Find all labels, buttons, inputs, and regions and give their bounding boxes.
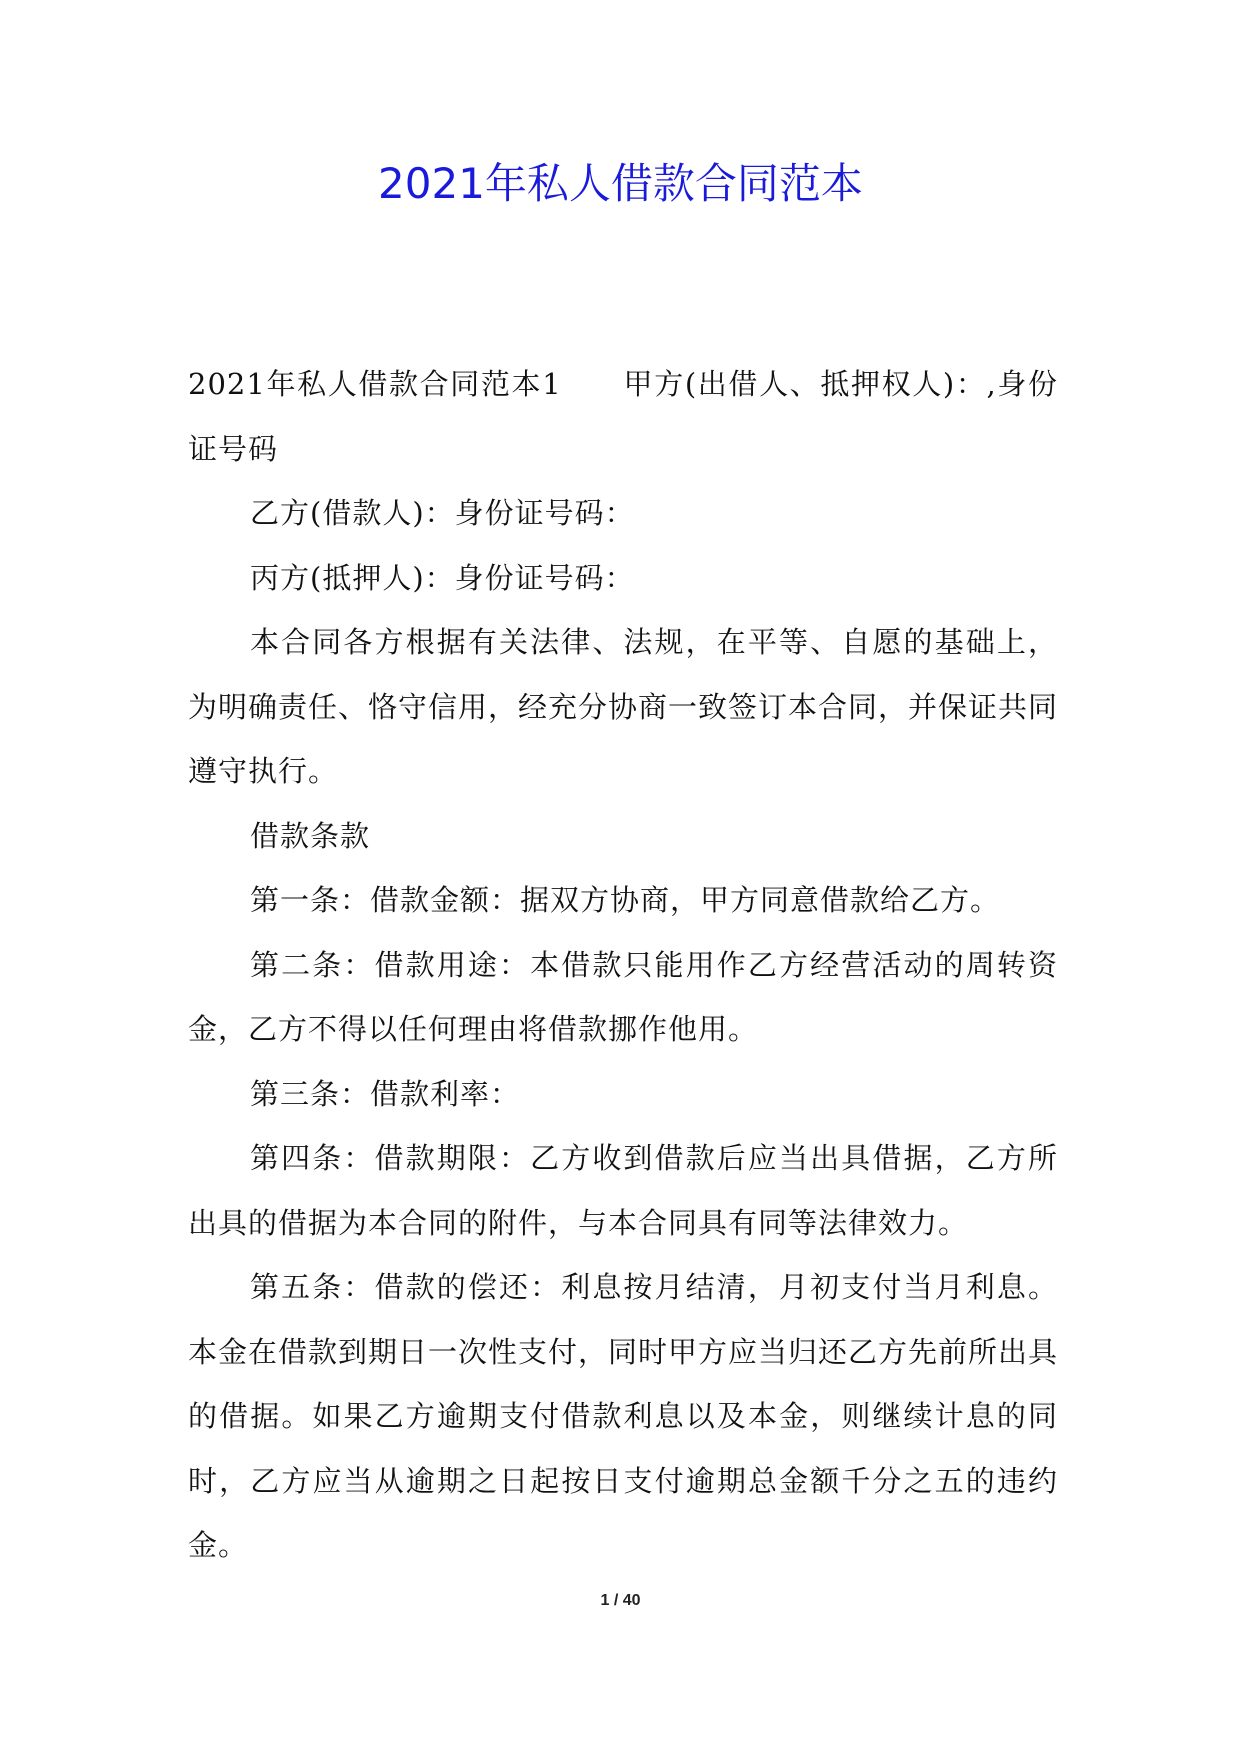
party-a-paragraph: 2021年私人借款合同范本1 甲方(出借人、抵押权人)：,身份证号码 (188, 367, 1058, 466)
article-3-paragraph: 第三条：借款利率： (250, 1076, 521, 1111)
document-title: 2021年私人借款合同范本 (378, 159, 863, 208)
article-1-paragraph: 第一条：借款金额：据双方协商，甲方同意借款给乙方。 (250, 883, 1001, 917)
preamble-paragraph: 本合同各方根据有关法律、法规，在平等、自愿的基础上，为明确责任、恪守信用，经充分协商一致签订本合同，并保证共同遵守执行。 (188, 625, 1059, 788)
party-c-paragraph: 丙方(抵押人)：身份证号码： (250, 560, 635, 595)
page-number: 1 / 40 (600, 1592, 641, 1609)
document-body (188, 352, 1058, 1578)
article-4-paragraph: 第四条：借款期限：乙方收到借款后应当出具借据，乙方所出具的借据为本合同的附件，与本合同具有同等法律效力。 (188, 1141, 1058, 1240)
party-b-paragraph: 乙方(借款人)：身份证号码： (250, 496, 635, 530)
article-5-paragraph: 第五条：借款的偿还：利息按月结清，月初支付当月利息。本金在借款到期日一次性支付，同时甲方应当归还乙方先前所出具的借据。如果乙方逾期支付借款利息以及本金，则继续计息的同时，乙方应当从逾期之日起按日支付逾期总金额千分之五的违约金。 (188, 1270, 1059, 1562)
section-heading: 借款条款 (250, 818, 371, 853)
article-2-paragraph: 第二条：借款用途：本借款只能用作乙方经营活动的周转资金，乙方不得以任何理由将借款挪作他用。 (188, 947, 1058, 1046)
